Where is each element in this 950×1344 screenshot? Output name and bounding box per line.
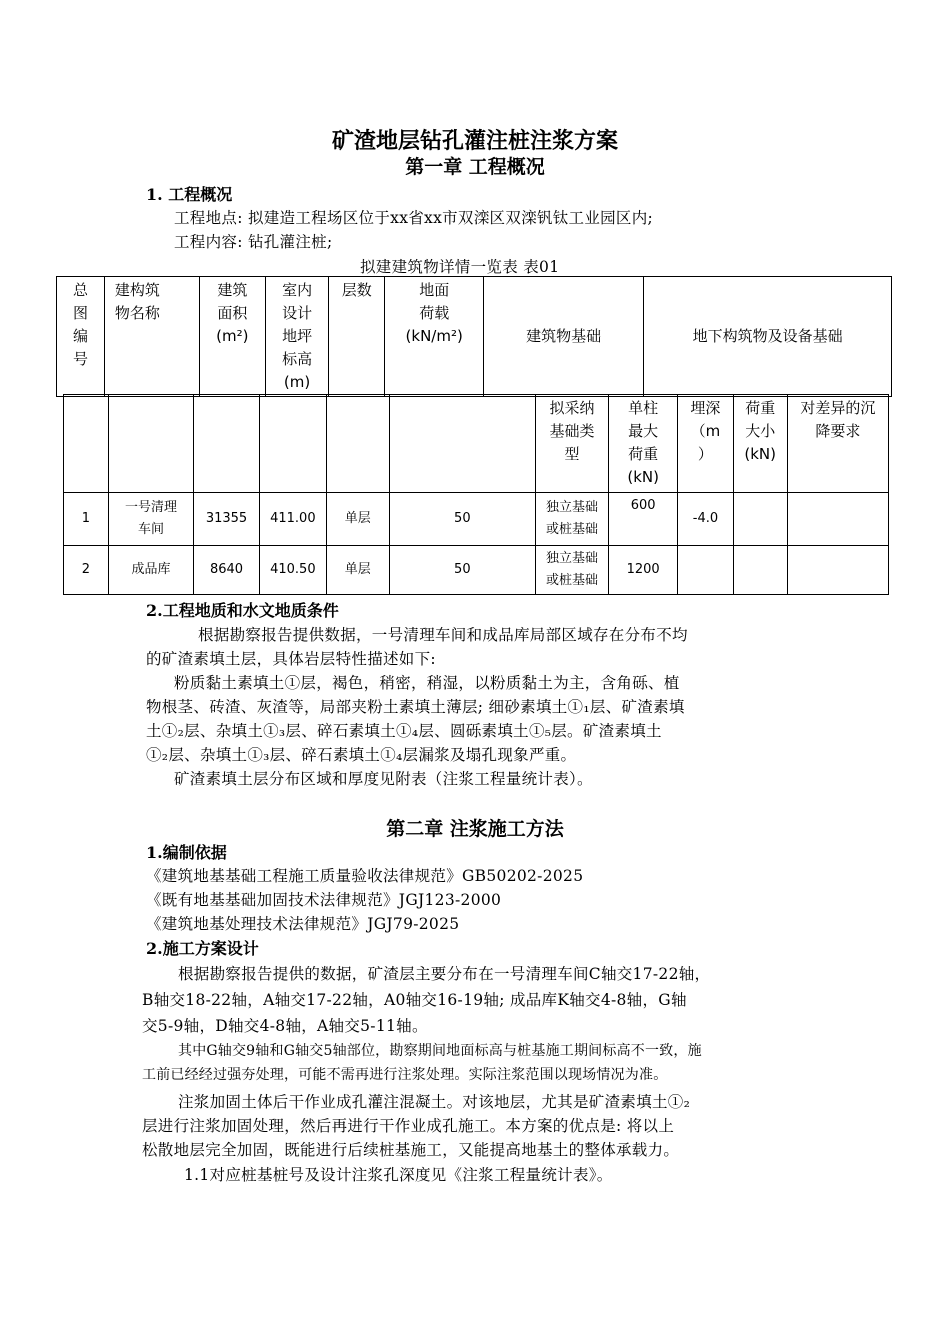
header-cell-foundation: 建筑物基础	[484, 277, 644, 397]
subheader-foundation-type: 拟采纳 基础类 型	[535, 395, 608, 493]
subheader-load-size: 荷重 大小 (kN)	[733, 395, 787, 493]
design-paragraph-line: 层进行注浆加固处理，然后再进行干作业成孔施工。本方案的优点是: 将以上	[142, 1117, 675, 1135]
project-location: 工程地点: 拟建造工程场区位于xx省xx市双滦区双滦钒钛工业园区内;	[174, 209, 654, 227]
header-cell-underground: 地下构筑物及设备基础	[644, 277, 892, 397]
building-table-body	[63, 394, 889, 595]
header-cell-no: 总 图 编 号	[57, 277, 105, 397]
reference-item: 《建筑地基处理技术法律规范》JGJ79-2025	[146, 915, 460, 933]
section-heading-overview: 1. 工程概况	[146, 185, 233, 204]
chapter-1-title: 第一章 工程概况	[405, 156, 545, 178]
header-cell-floors: 层数	[329, 277, 385, 397]
table-row: 2 成品库 8640 410.50 单层 50 独立基础 或桩基础 1200	[64, 546, 889, 595]
chapter-2-title: 第二章 注浆施工方法	[386, 818, 564, 840]
section-heading-design: 2.施工方案设计	[146, 939, 259, 958]
design-paragraph-line: 1.1对应桩基桩号及设计注浆孔深度见《注浆工程量统计表》。	[184, 1166, 613, 1184]
geology-paragraph-line: 根据勘察报告提供数据，一号清理车间和成品库局部区域存在分布不均	[198, 626, 688, 644]
geology-paragraph-line: 矿渣素填土层分布区域和厚度见附表（注浆工程量统计表）。	[174, 770, 593, 788]
design-paragraph-line: 松散地层完全加固，既能进行后续桩基施工，又能提高地基土的整体承载力。	[142, 1141, 680, 1159]
subheader-settlement: 对差异的沉 降要求	[787, 395, 888, 493]
building-table-header	[56, 276, 892, 397]
design-paragraph-line: 注浆加固土体后干作业成孔灌注混凝土。对该地层，尤其是矿渣素填土①₂	[178, 1093, 691, 1111]
table-row: 1 一号清理 车间 31355 411.00 单层 50 独立基础 或桩基础 600 -4.0	[64, 493, 889, 546]
table-caption: 拟建建筑物详情一览表 表01	[360, 258, 560, 276]
geology-paragraph-line: 土①₂层、杂填土①₃层、碎石素填土①₄层、圆砾素填土①₅层。矿渣素填土	[146, 722, 662, 740]
design-paragraph-line: B轴交18-22轴，A轴交17-22轴，A0轴交16-19轴; 成品库K轴交4-8轴，G轴	[142, 991, 687, 1009]
document-title: 矿渣地层钻孔灌注桩注浆方案	[331, 129, 618, 154]
header-cell-load: 地面 荷载 (kN/m²)	[385, 277, 484, 397]
geology-paragraph-line: 粉质黏土素填土①层，褐色，稍密，稍湿，以粉质黏土为主，含角砾、植	[174, 674, 680, 692]
geology-paragraph-line: 的矿渣素填土层，具体岩层特性描述如下:	[146, 650, 436, 668]
section-heading-basis: 1.编制依据	[146, 843, 227, 862]
header-cell-name: 建构筑 物名称	[104, 277, 199, 397]
subheader-depth: 埋深 （m ）	[678, 395, 734, 493]
design-paragraph-line: 工前已经经过强夯处理，可能不需再进行注浆处理。实际注浆范围以现场情况为准。	[142, 1067, 668, 1083]
design-paragraph-line: 根据勘察报告提供的数据，矿渣层主要分布在一号清理车间C轴交17-22轴，	[178, 965, 711, 983]
subheader-column-load: 单柱 最大 荷重 (kN)	[609, 395, 678, 493]
design-paragraph-line: 其中G轴交9轴和G轴交5轴部位，勘察期间地面标高与桩基施工期间标高不一致，施	[178, 1043, 702, 1059]
project-content: 工程内容: 钻孔灌注桩;	[174, 233, 333, 251]
header-cell-area: 建筑 面积 (m²)	[199, 277, 265, 397]
geology-paragraph-line: 物根茎、砖渣、灰渣等，局部夹粉土素填土薄层; 细砂素填土①₁层、矿渣素填	[146, 698, 685, 716]
geology-paragraph-line: ①₂层、杂填土①₃层、碎石素填土①₄层漏浆及塌孔现象严重。	[146, 746, 577, 764]
section-heading-geology: 2.工程地质和水文地质条件	[146, 601, 339, 620]
design-paragraph-line: 交5-9轴，D轴交4-8轴，A轴交5-11轴。	[142, 1017, 428, 1035]
reference-item: 《建筑地基基础工程施工质量验收法律规范》GB50202-2025	[146, 867, 584, 885]
header-cell-elevation: 室内 设计 地坪 标高 (m)	[265, 277, 328, 397]
reference-item: 《既有地基基础加固技术法律规范》JGJ123-2000	[146, 891, 502, 909]
